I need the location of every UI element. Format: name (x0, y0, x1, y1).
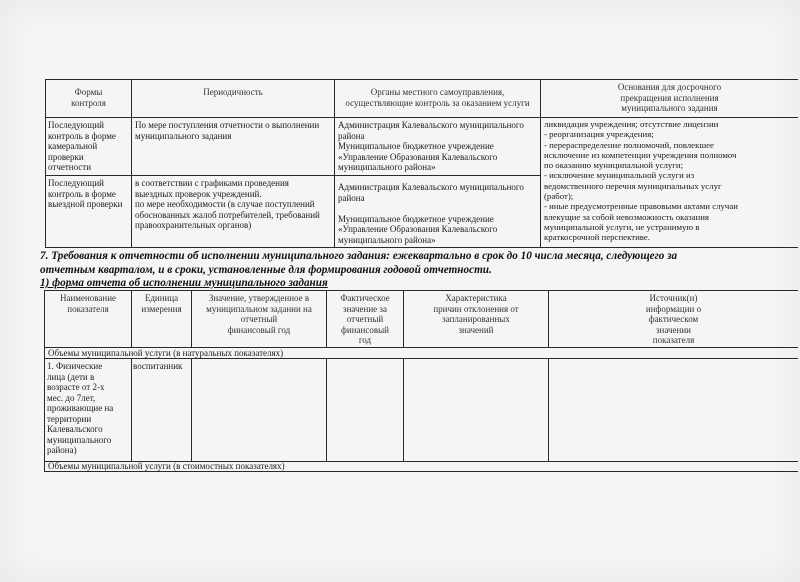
table1-top-border (45, 79, 798, 80)
table1-row1-organs: Администрация Калевальского муниципального района Муниципальное бюджетное учреждение «Управление Образования Калевальского муниципального района» (338, 120, 524, 172)
table2-col-line-3b (326, 358, 327, 462)
table2-col-line-4b (403, 358, 404, 462)
table1-bottom-border (45, 247, 798, 248)
section-7-subheading: 1) форма отчета об исполнении муниципального задания (40, 277, 328, 289)
table2-header-approved: Значение, утвержденное в муниципальном задании на отчетный финансовый год (206, 293, 312, 335)
table1-header-forms: Формы контроля (71, 87, 106, 108)
table2-header-unit: Единица измерения (141, 293, 182, 314)
table2-top-border (44, 290, 798, 291)
table2-section-natural: Объемы муниципальной услуги (в натуральных показателях) (48, 348, 284, 358)
table1-row-divider (45, 175, 540, 176)
table2-col-line-0 (44, 290, 45, 472)
table2-section-cost: Объемы муниципальной услуги (в стоимостных показателях) (48, 461, 285, 471)
table1-row2-form: Последующий контроль в форме выездной проверки (48, 178, 123, 209)
table1-header-grounds: Основания для досрочного прекращения исполнения муниципального задания (617, 82, 722, 113)
table2-header-source: Источник(и) информации о фактическом значении показателя (645, 293, 702, 345)
table1-header-periodicity: Периодичность (203, 87, 263, 97)
table1-row1-periodicity: По мере поступления отчетности о выполнении муниципального задания (135, 120, 320, 141)
table2-header-deviation: Характеристика причин отклонения от запланированных значений (433, 293, 519, 335)
table2-header-name: Наименование показателя (59, 293, 117, 314)
table2-col-line-2b (191, 358, 192, 462)
table1-row1-form: Последующий контроль в форме камеральной проверки отчетности (48, 120, 116, 172)
table2-row1-unit: воспитанник (133, 361, 183, 371)
table1-grounds-text: ликвидация учреждения; отсутствие лицензии - реорганизация учреждения; - перераспределение полномочий, повлекшее исключение из компетенции учреждения полномоч по оказанию муниципальной услуги; - исключение муниципальной услуги из ведомственного перечня муниципальных услуг (работ); - иные предусмотренные правовыми актами случаи влекущие за собой невозможность оказания муниципальной услуги, не устранимую в краткосрочной перспективе. (544, 119, 738, 243)
table1-header-bottom (45, 117, 798, 118)
table1-header-organs: Органы местного самоуправления, осуществляющие контроль за оказанием услуги (345, 87, 530, 108)
table2-row1-name: 1. Физические лица (дети в возрасте от 2-х мес. до 7лет, проживающие на территории Калевальского муниципального района) (47, 361, 114, 455)
table2-col-line-1b (131, 358, 132, 462)
section-7-heading (40, 250, 798, 291)
table2-col-line-5b (548, 358, 549, 462)
section-7-line-1: 7. Требования к отчетности об исполнении муниципального задания: ежеквартально в срок до 10 числа месяца, следующего за (40, 250, 678, 262)
table2-header-actual: Фактическое значение за отчетный финансовый год (340, 293, 390, 345)
table1-row2-periodicity: в соответствии с графиками проведения выездных проверок учреждений. по мере необходимости (в случае поступлений обоснованных жалоб потребителей, требований правоохранительных органов) (135, 178, 320, 230)
section-7-line-2: отчетным кварталом, и в сроки, установленные для формирования годовой отчетности. (40, 263, 492, 276)
table1-row2-organs: Администрация Калевальского муниципального района Муниципальное бюджетное учреждение «Управление Образования Калевальского муниципального района» (338, 182, 524, 245)
